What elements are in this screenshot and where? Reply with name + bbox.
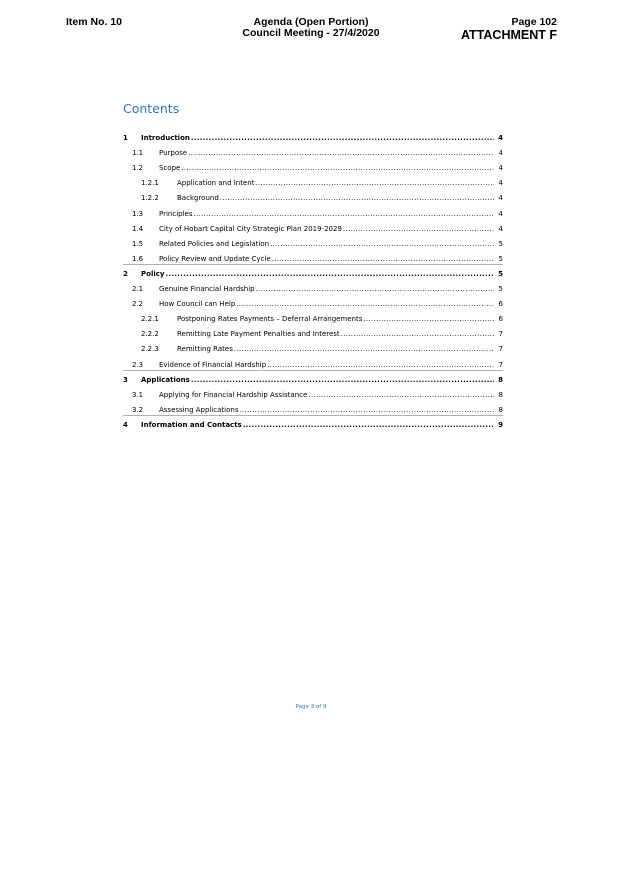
toc-leader xyxy=(240,406,495,415)
toc-page: 4 xyxy=(498,209,503,218)
contents-title: Contents xyxy=(123,101,180,116)
toc-number: 2 xyxy=(123,269,128,278)
toc-title: Genuine Financial Hardship xyxy=(159,285,255,294)
toc-entry[interactable] xyxy=(123,309,503,324)
toc-leader xyxy=(267,361,494,370)
toc-leader xyxy=(194,210,495,219)
attachment-label: ATTACHMENT F xyxy=(460,28,557,42)
toc-entry[interactable] xyxy=(123,400,503,415)
agenda-title: Agenda (Open Portion) xyxy=(253,16,369,28)
toc-page: 5 xyxy=(498,239,503,248)
toc-entry[interactable] xyxy=(123,354,503,369)
toc-leader xyxy=(165,270,494,279)
toc-number: 1.4 xyxy=(132,224,144,233)
toc-title: How Council can Help xyxy=(159,300,236,309)
toc-page: 4 xyxy=(498,149,503,158)
toc-entry[interactable] xyxy=(123,128,503,143)
toc-page: 8 xyxy=(498,375,503,384)
toc-leader xyxy=(220,194,494,203)
toc-number: 1 xyxy=(123,134,128,143)
toc-page: 8 xyxy=(498,405,503,414)
toc-leader xyxy=(270,240,494,249)
item-number: Item No. 10 xyxy=(66,16,123,28)
toc-number: 2.2.3 xyxy=(141,345,159,354)
toc-page: 8 xyxy=(498,390,503,399)
meeting-date: Council Meeting - 27/4/2020 xyxy=(242,27,380,39)
toc-title: Scope xyxy=(159,164,181,173)
toc-title: Application and Intent xyxy=(177,179,255,188)
toc-page: 5 xyxy=(498,254,503,263)
toc-title: Evidence of Financial Hardship xyxy=(159,360,267,369)
toc-page: 4 xyxy=(498,164,503,173)
toc-title: Background xyxy=(177,194,219,203)
toc-page: 4 xyxy=(498,194,503,203)
toc-entry[interactable] xyxy=(123,339,503,354)
toc-number: 1.2.2 xyxy=(141,194,159,203)
toc-entry[interactable] xyxy=(123,294,503,309)
toc-entry[interactable] xyxy=(123,143,503,158)
toc-page: 5 xyxy=(498,285,503,294)
toc-number: 2.3 xyxy=(132,360,144,369)
toc-number: 4 xyxy=(123,420,128,429)
toc-leader xyxy=(343,225,494,234)
toc-page: 6 xyxy=(498,300,503,309)
toc-number: 3.2 xyxy=(132,405,144,414)
table-of-contents xyxy=(123,128,503,430)
toc-entry[interactable] xyxy=(123,158,503,173)
toc-title: Policy Review and Update Cycle xyxy=(159,254,271,263)
toc-entry[interactable] xyxy=(123,234,503,249)
toc-page: 4 xyxy=(498,179,503,188)
toc-leader xyxy=(188,149,494,158)
toc-entry[interactable] xyxy=(123,370,503,385)
toc-entry[interactable] xyxy=(123,324,503,339)
toc-title: Purpose xyxy=(159,149,188,158)
toc-number: 1.3 xyxy=(132,209,144,218)
toc-title: Related Policies and Legislation xyxy=(159,239,270,248)
toc-leader xyxy=(243,421,494,430)
toc-leader xyxy=(191,134,494,143)
toc-leader xyxy=(181,164,494,173)
toc-page: 7 xyxy=(498,330,503,339)
toc-number: 1.5 xyxy=(132,239,144,248)
page-header xyxy=(461,17,557,42)
toc-page: 9 xyxy=(498,420,503,429)
toc-page: 7 xyxy=(498,360,503,369)
toc-number: 2.2 xyxy=(132,300,144,309)
toc-entry[interactable] xyxy=(123,264,503,279)
toc-leader xyxy=(363,315,494,324)
toc-leader xyxy=(341,330,494,339)
toc-entry[interactable] xyxy=(123,279,503,294)
toc-title: Remitting Rates xyxy=(177,345,233,354)
toc-title: Assessing Applications xyxy=(159,405,239,414)
toc-leader xyxy=(255,179,494,188)
toc-entry[interactable] xyxy=(123,249,503,264)
toc-page: 7 xyxy=(498,345,503,354)
toc-title: Remitting Late Payment Penalties and Interest xyxy=(177,330,340,339)
toc-number: 2.2.1 xyxy=(141,315,159,324)
toc-number: 1.2.1 xyxy=(141,179,159,188)
toc-page: 4 xyxy=(498,224,503,233)
toc-leader xyxy=(256,285,494,294)
toc-title: Postponing Rates Payments – Deferral Arrangements xyxy=(177,315,363,324)
toc-title: Information and Contacts xyxy=(141,420,242,429)
toc-page: 6 xyxy=(498,315,503,324)
toc-title: Applying for Financial Hardship Assistance xyxy=(159,390,308,399)
toc-entry[interactable] xyxy=(123,219,503,234)
toc-entry[interactable] xyxy=(123,203,503,218)
toc-title: Introduction xyxy=(141,134,190,143)
toc-leader xyxy=(272,255,494,264)
toc-entry[interactable] xyxy=(123,188,503,203)
toc-title: Policy xyxy=(141,269,165,278)
toc-number: 3.1 xyxy=(132,390,144,399)
toc-leader xyxy=(308,391,494,400)
toc-leader xyxy=(234,345,494,354)
toc-page: 4 xyxy=(498,134,503,143)
toc-number: 2.2.2 xyxy=(141,330,159,339)
toc-number: 2.1 xyxy=(132,285,144,294)
toc-number: 3 xyxy=(123,375,128,384)
toc-number: 1.2 xyxy=(132,164,144,173)
toc-title: Principles xyxy=(159,209,193,218)
toc-leader xyxy=(191,376,494,385)
toc-leader xyxy=(236,300,494,309)
toc-page: 5 xyxy=(498,269,503,278)
page-footer: Page 3 of 9 xyxy=(295,704,327,710)
toc-number: 1.6 xyxy=(132,254,144,263)
toc-entry[interactable] xyxy=(123,173,503,188)
toc-entry[interactable] xyxy=(123,385,503,400)
toc-entry[interactable] xyxy=(123,415,503,430)
page-number: Page 102 xyxy=(511,16,557,28)
toc-title: City of Hobart Capital City Strategic Plan 2019-2029 xyxy=(159,224,342,233)
toc-title: Applications xyxy=(141,375,190,384)
toc-number: 1.1 xyxy=(132,149,144,158)
